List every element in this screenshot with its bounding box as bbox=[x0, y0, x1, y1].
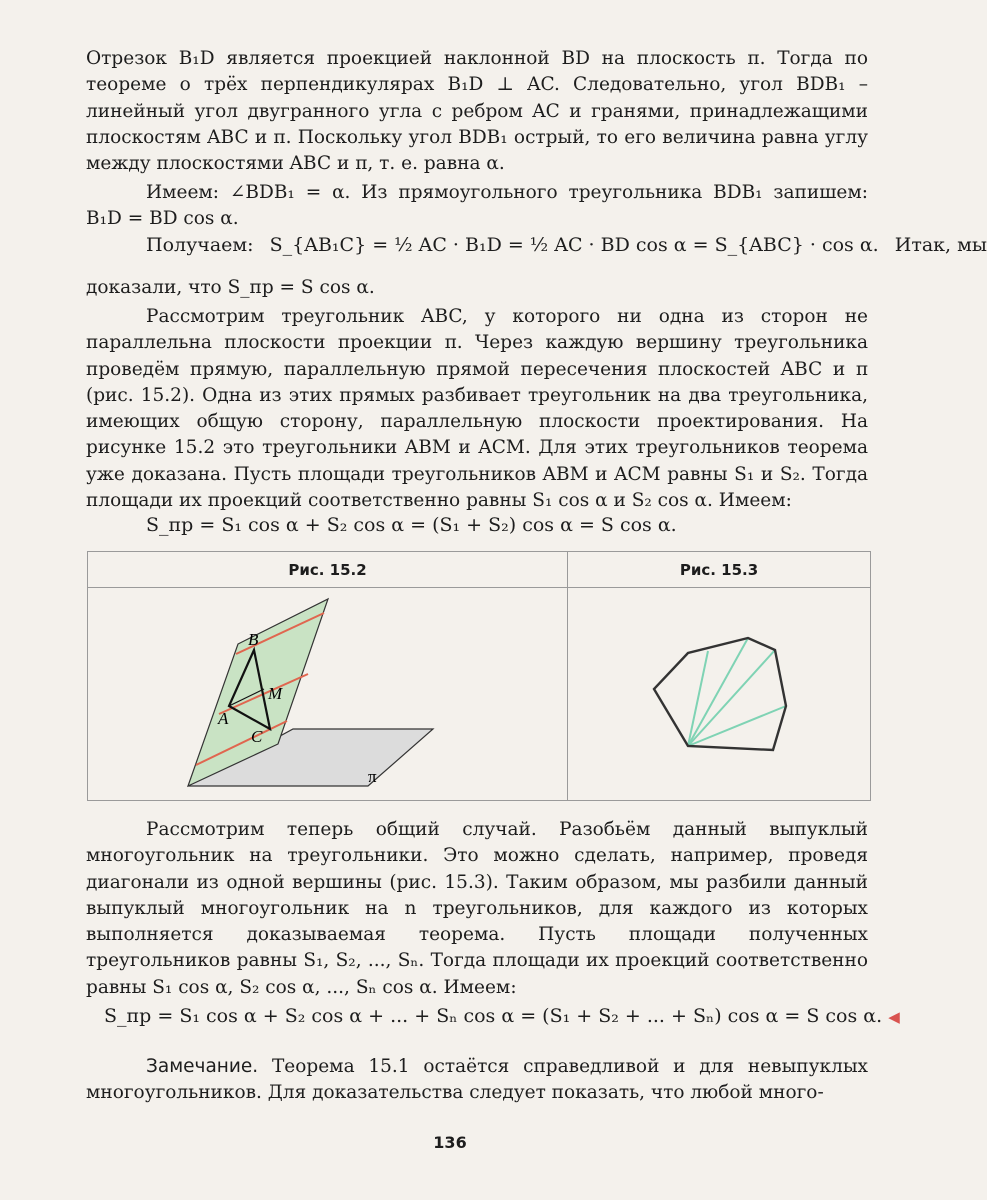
label-m: M bbox=[268, 684, 283, 703]
paragraph-4: Рассмотрим треугольник ABC, у которого ни одна из сторон не параллельна плоскости проекции π. Через каждую вершину треугольника проведём прямую, параллельную прямой пересечения плоскостей ABC и π (рис. 15.2). Одна из этих прямых разбивает треугольник на два треугольника, имеющих общую сторону, параллельную плоскости проектирования. На рисунке 15.2 это треугольники ABM и ACM. Для этих треугольников теорема уже доказана. Пусть площади треугольников ABM и ACM равны S₁ и S₂. Тогда площади их проекций соответственно равны S₁ cos α и S₂ cos α. Имеем: bbox=[86, 306, 868, 512]
formula-sum-n: S_пр = S₁ cos α + S₂ cos α + ... + Sₙ cos α = (S₁ + S₂ + ... + Sₙ) cos α = S cos α. bbox=[104, 1005, 883, 1027]
remark-text: Теорема 15.1 остаётся справедливой и для невыпуклых многоугольников. Для доказательства следует показать, что любой много- bbox=[86, 1056, 868, 1104]
paragraph-5: Рассмотрим теперь общий случай. Разобьём данный выпуклый многоугольник на треугольники. Это можно сделать, например, проведя диагонали из одной вершины (рис. 15.3). Таким образом, мы разбили данный выпуклый многоугольник на n треугольников, для каждого из которых выполняется доказываемая теорема. Пусть площади полученных треугольников равны S₁, S₂, ..., Sₙ. Тогда площади их проекций соответственно равны S₁ cos α, S₂ cos α, ..., Sₙ cos α. Имеем: bbox=[86, 819, 868, 998]
formula-row-area bbox=[146, 232, 987, 258]
remark-label: Замечание. bbox=[146, 1056, 259, 1077]
label-pi: π bbox=[368, 767, 377, 786]
area-formula: S_{AB₁C} = ½ AC · B₁D = ½ AC · BD cos α = S_{ABC} · cos α. bbox=[269, 234, 879, 256]
label-a: A bbox=[218, 709, 229, 728]
formula-tail: Итак, мы bbox=[894, 234, 987, 256]
fig-15-3-title: Рис. 15.3 bbox=[568, 552, 870, 588]
diagonal-2 bbox=[688, 638, 748, 746]
diagonal-3 bbox=[688, 650, 775, 746]
label-b: B bbox=[248, 630, 259, 649]
formula-sum-n-row bbox=[104, 1003, 900, 1030]
paragraph-3-conclusion: доказали, что S_пр = S cos α. bbox=[86, 277, 375, 298]
paragraph-1: Отрезок B₁D является проекцией наклонной BD на плоскость π. Тогда по теореме о трёх перпендикулярах B₁D ⊥ AC. Следовательно, угол BDB₁ – линейный угол двугранного угла с ребром AC и гранями, принадлежащими плоскостям ABC и π. Поскольку угол BDB₁ острый, то его величина равна углу между плоскостями ABC и π, т. е. равна α. bbox=[86, 48, 868, 175]
formula-lead: Получаем: bbox=[146, 234, 254, 256]
page-number: 136 bbox=[433, 1133, 467, 1152]
diagonal-1 bbox=[688, 651, 708, 746]
fig-15-3-drawing bbox=[568, 589, 870, 800]
paragraph-2: Имеем: ∠BDB₁ = α. Из прямоугольного треугольника BDB₁ запишем: B₁D = BD cos α. bbox=[86, 182, 868, 230]
remark-paragraph bbox=[86, 1054, 868, 1107]
formula-sum-two: S_пр = S₁ cos α + S₂ cos α = (S₁ + S₂) cos α = S cos α. bbox=[146, 514, 677, 536]
fig-15-2-title: Рис. 15.2 bbox=[88, 552, 567, 588]
figures-box bbox=[87, 551, 871, 801]
diagonal-4 bbox=[688, 706, 786, 746]
label-c: C bbox=[251, 727, 263, 746]
fig-15-2-drawing bbox=[88, 589, 567, 800]
end-of-proof-icon: ◀ bbox=[888, 1008, 900, 1026]
